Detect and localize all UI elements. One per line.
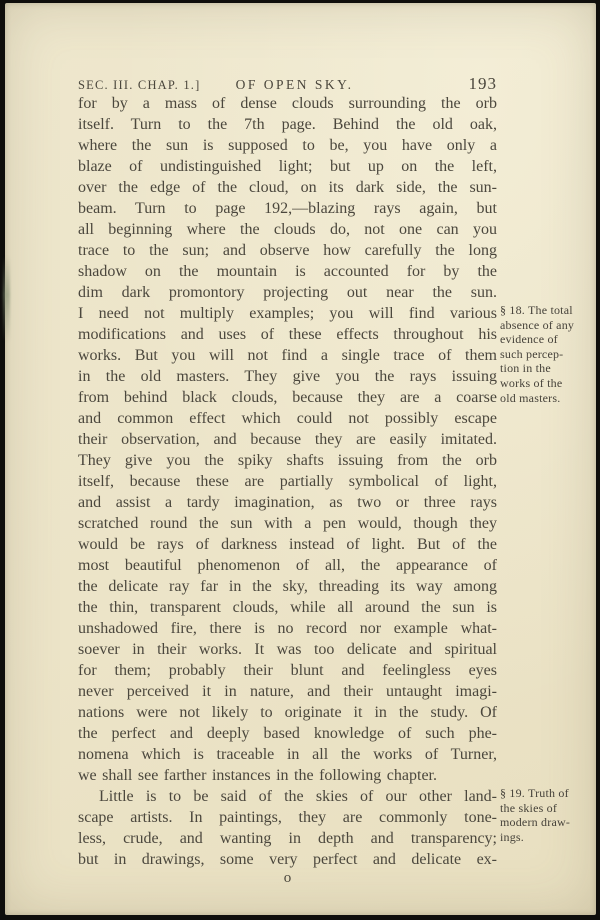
page-number: 193: [468, 74, 497, 93]
text-line: They give you the spiky shafts issuing from the orb: [78, 452, 497, 469]
sidenote-line: the skies of: [500, 800, 558, 815]
text-line: unshadowed fire, there is no record nor example what-: [78, 620, 497, 637]
text-line: soever in their works. It was too delicate and spiritual: [78, 641, 497, 658]
text-line: the thin, transparent clouds, while all around the sun is: [78, 599, 497, 616]
scan-artifact-smudge: [3, 256, 10, 342]
text-line: over the edge of the cloud, on its dark side, the sun-: [78, 179, 497, 196]
paragraph-1: [78, 93, 497, 786]
text-line: scape artists. In paintings, they are commonly tone-: [78, 809, 497, 826]
text-line: for them; probably their blunt and feelingless eyes: [78, 662, 497, 679]
text-line: blaze of undistinguished light; but up on the left,: [78, 158, 497, 175]
body-text: [78, 93, 497, 870]
text-line: for by a mass of dense clouds surrounding the orb: [78, 95, 497, 112]
text-line: and common effect which could not possibly escape: [78, 410, 497, 427]
text-line: nations were not likely to originate it in the study. Of: [78, 704, 497, 721]
running-title: OF OPEN SKY.: [235, 77, 354, 92]
sidenote-line: absence of any: [500, 317, 575, 332]
sidenote-line: modern draw-: [500, 815, 571, 830]
sidenote-line: § 19. Truth of: [500, 786, 569, 800]
sidenote-section-18: [500, 303, 597, 405]
text-line: beam. Turn to page 192,—blazing rays again, but: [78, 200, 497, 217]
paragraph-2: [78, 786, 497, 870]
sidenote-line: such percep-: [500, 346, 564, 361]
text-line: from behind black clouds, because they are a coarse: [78, 389, 497, 406]
text-line: all beginning where the clouds do, not one can you: [78, 221, 497, 238]
section-chapter-heading: SEC. III. CHAP. 1.]: [78, 78, 201, 92]
text-line: would be rays of darkness instead of light. But of the: [78, 536, 497, 553]
text-line: modifications and uses of these effects throughout his: [78, 326, 497, 343]
text-line: the delicate ray far in the sky, threading its way among: [78, 578, 497, 595]
text-line: most beautiful phenomenon of all, the appearance of: [78, 557, 497, 574]
text-line: I need not multiply examples; you will find various: [78, 305, 497, 322]
text-line: where the sun is supposed to be, you have only a: [78, 137, 497, 154]
book-page-paper: [5, 3, 596, 915]
text-line: works. But you will not find a single trace of them: [78, 347, 497, 364]
sidenote-line: old masters.: [500, 390, 561, 405]
sidenote-line: § 18. The total: [500, 303, 573, 317]
signature-mark: o: [283, 870, 292, 886]
text-line: but in drawings, some very perfect and delicate ex-: [78, 851, 497, 868]
sidenote-line: ings.: [500, 829, 525, 844]
sidenote-section-19: [500, 786, 597, 844]
text-line: scratched round the sun with a pen would, though they: [78, 515, 497, 532]
text-line: less, crude, and wanting in depth and transparency;: [78, 830, 497, 847]
text-line: nomena which is traceable in all the works of Turner,: [78, 746, 497, 763]
text-line: we shall see farther instances in the following chapter.: [78, 767, 437, 784]
text-line: itself. Turn to the 7th page. Behind the old oak,: [78, 116, 497, 133]
text-line: in the old masters. They give you the rays issuing: [78, 368, 497, 385]
sidenote-line: evidence of: [500, 332, 558, 347]
text-line: never perceived it in nature, and their untaught imagi-: [78, 683, 497, 700]
sidenote-line: works of the: [500, 375, 563, 390]
text-line: their observation, and because they are easily imitated.: [78, 431, 497, 448]
text-line: itself, because these are partially symbolical of light,: [78, 473, 497, 490]
text-line: shadow on the mountain is accounted for by the: [78, 263, 497, 280]
text-line: dim dark promontory projecting out near the sun.: [78, 284, 497, 301]
text-line: the perfect and deeply based knowledge of such phe-: [78, 725, 497, 742]
text-line: trace to the sun; and observe how carefully the long: [78, 242, 497, 259]
text-line: and assist a tardy imagination, as two or three rays: [78, 494, 497, 511]
sidenote-line: tion in the: [500, 361, 551, 376]
text-line: Little is to be said of the skies of our other land-: [99, 788, 497, 805]
